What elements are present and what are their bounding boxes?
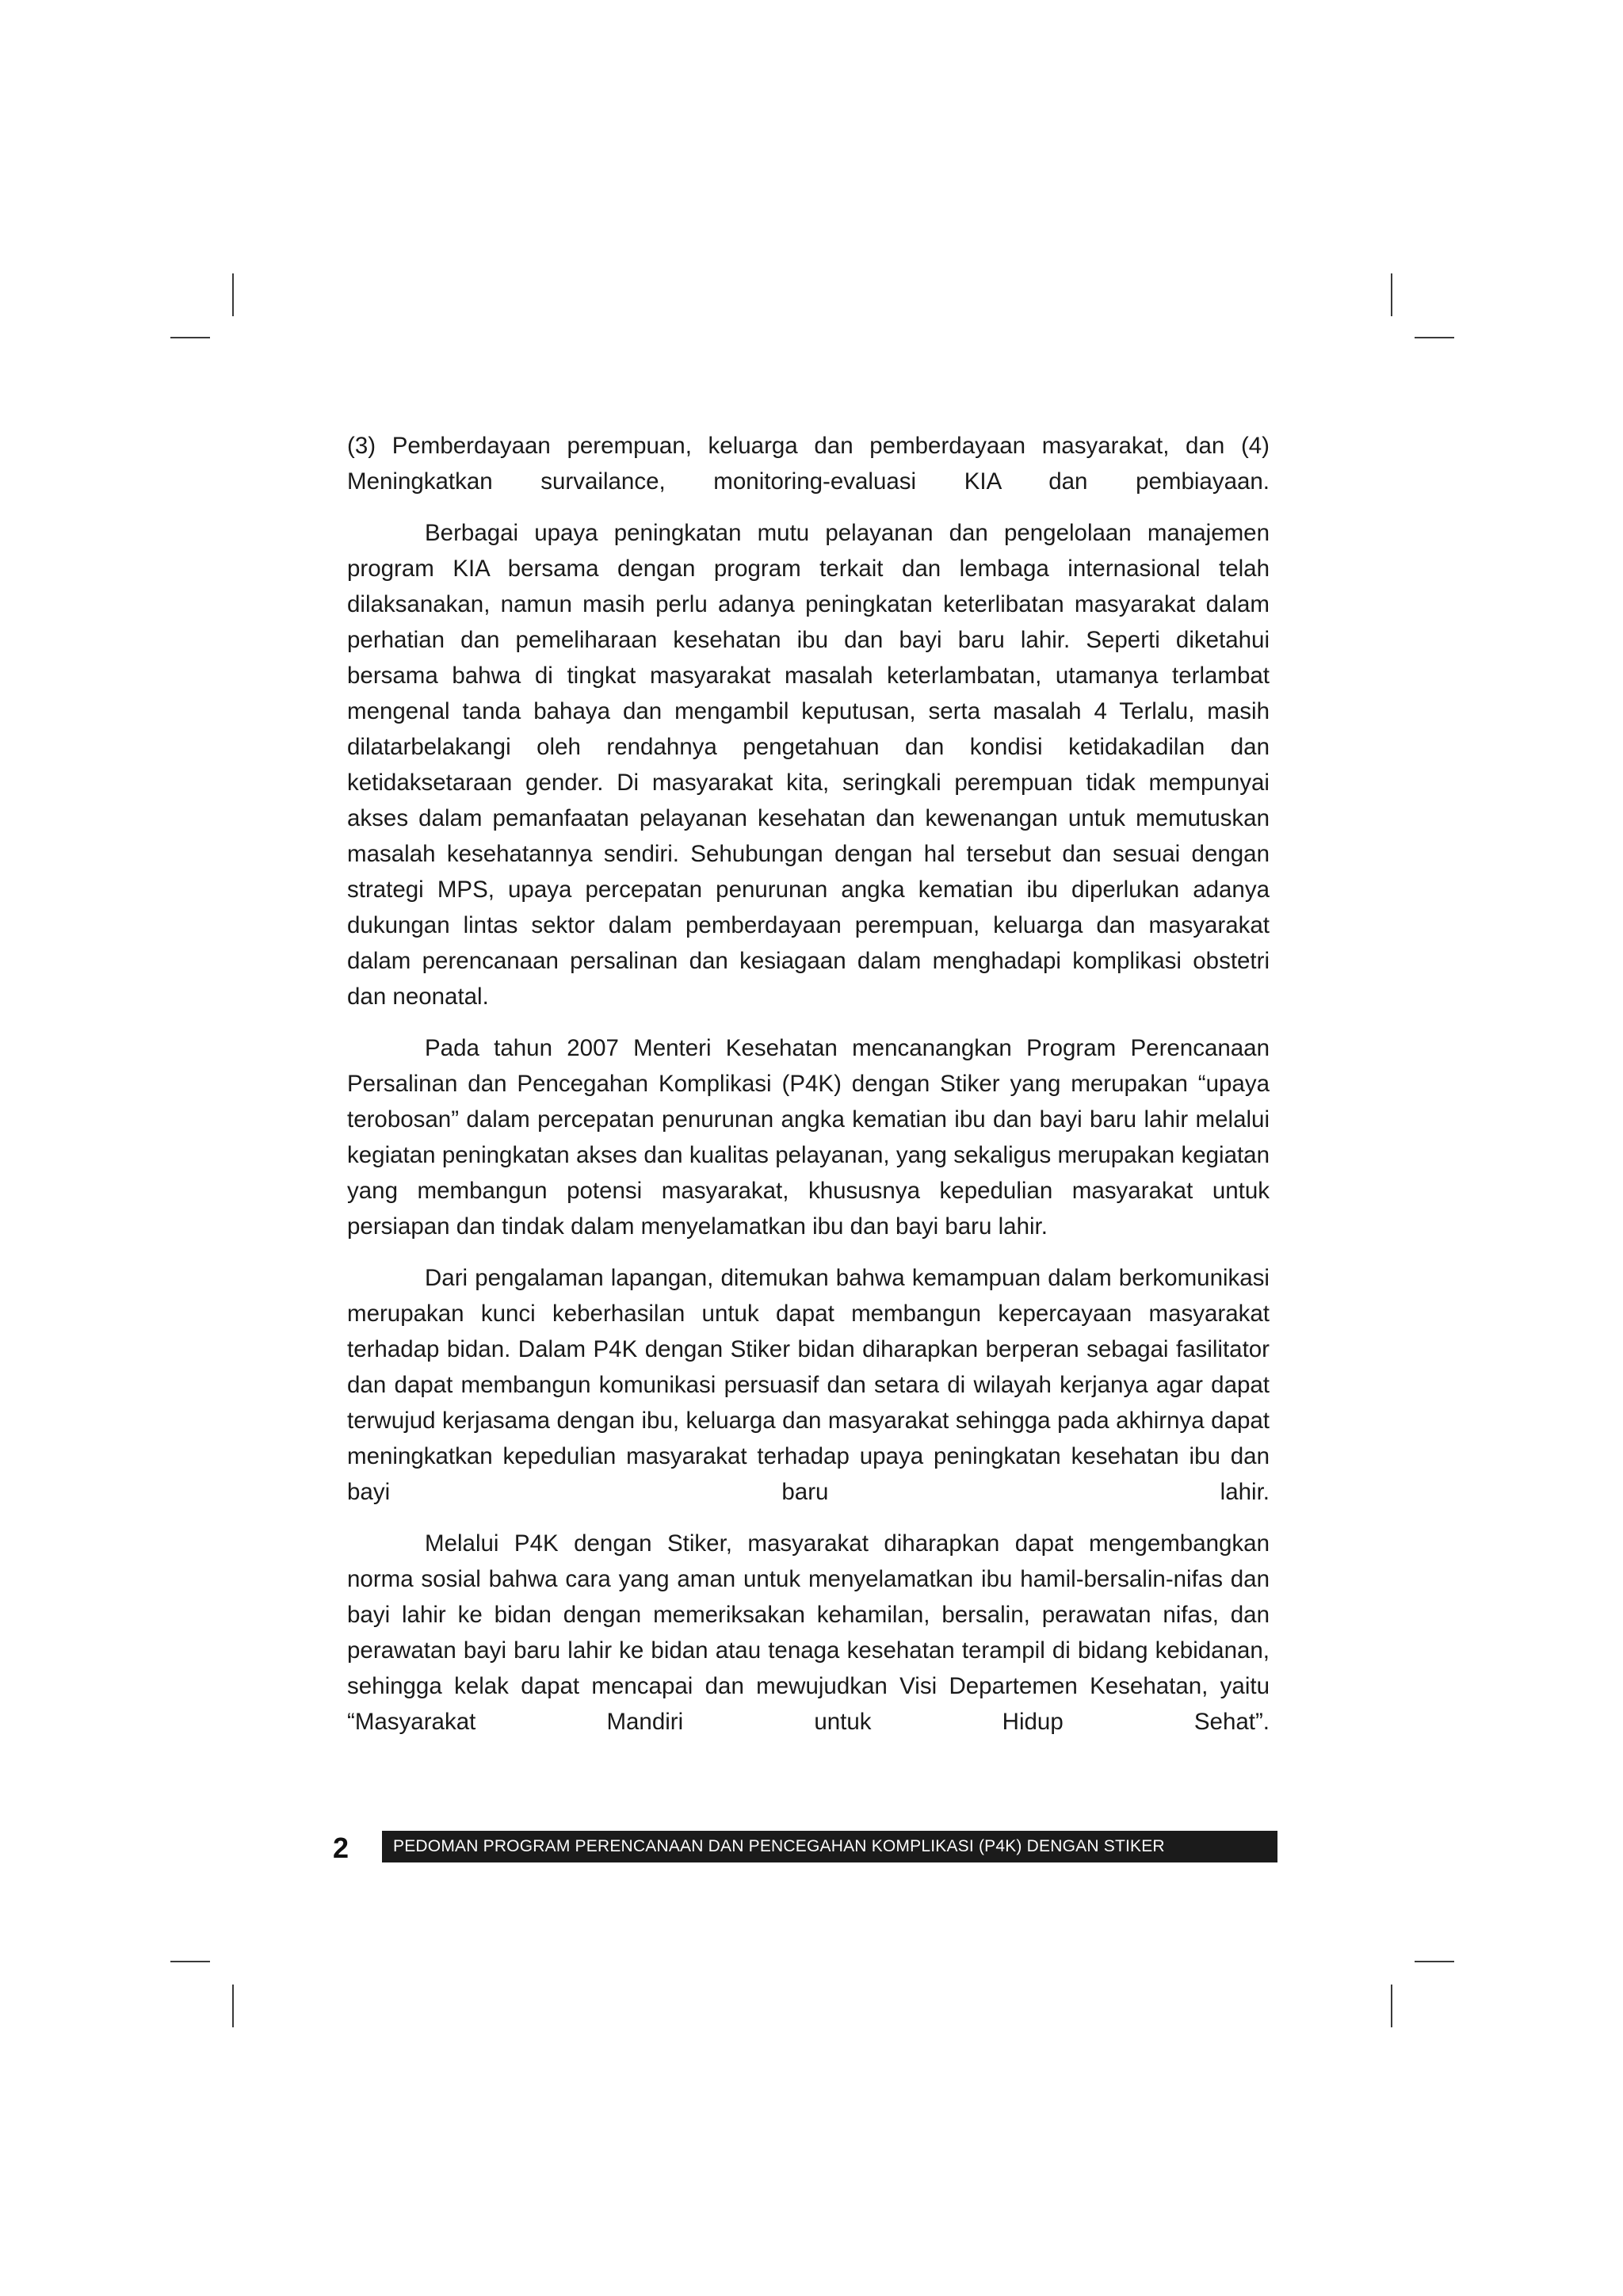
crop-mark-top-right-horizontal bbox=[1415, 337, 1454, 338]
crop-mark-bottom-right-vertical bbox=[1391, 1985, 1392, 2027]
paragraph-upaya-peningkatan: Berbagai upaya peningkatan mutu pelayanan dan pengelolaan manajemen program KIA bersama dengan program terkait dan lembaga internasional telah dilaksanakan, namun masih perlu adanya peningkatan keterlibatan masyarakat dalam perhatian dan pemeliharaan kesehatan ibu dan bayi baru lahir. Seperti diketahui bersama bahwa di tingkat masyarakat masalah keterlambatan, utamanya terlambat mengenal tanda bahaya dan mengambil keputusan, serta masalah 4 Terlalu, masih dilatarbelakangi oleh rendahnya pengetahuan dan kondisi ketidakadilan dan ketidaksetaraan gender. Di masyarakat kita, seringkali perempuan tidak mempunyai akses dalam pemanfaatan pelayanan kesehatan dan kewenangan untuk memutuskan masalah kesehatannya sendiri. Sehubungan dengan hal tersebut dan sesuai dengan strategi MPS, upaya percepatan penurunan angka kematian ibu diperlukan adanya dukungan lintas sektor dalam pemberdayaan perempuan, keluarga dan masyarakat dalam perencanaan persalinan dan kesiagaan dalam menghadapi komplikasi obstetri dan neonatal. bbox=[347, 520, 1270, 1010]
crop-mark-bottom-left-vertical bbox=[232, 1985, 234, 2027]
paragraph-norma-sosial: Melalui P4K dengan Stiker, masyarakat diharapkan dapat mengembangkan norma sosial bahwa cara yang aman untuk menyelamatkan ibu hamil-bersalin-nifas dan bayi lahir ke bidan dengan memeriksakan kehamilan, bersalin, perawatan nifas, dan perawatan bayi baru lahir ke bidan atau tenaga kesehatan terampil di bidang kebidanan, sehingga kelak dapat mencapai dan mewujudkan Visi Departemen Kesehatan, yaitu “Masyarakat Mandiri untuk Hidup Sehat”. bbox=[347, 1530, 1270, 1735]
crop-mark-top-right-vertical bbox=[1391, 273, 1392, 316]
running-title-bar: PEDOMAN PROGRAM PERENCANAAN DAN PENCEGAHAN KOMPLIKASI (P4K) DENGAN STIKER bbox=[382, 1831, 1277, 1862]
crop-mark-top-left-horizontal bbox=[170, 337, 210, 338]
paragraph-pengalaman-lapangan: Dari pengalaman lapangan, ditemukan bahwa kemampuan dalam berkomunikasi merupakan kunci keberhasilan untuk dapat membangun kepercayaan masyarakat terhadap bidan. Dalam P4K dengan Stiker bidan diharapkan berperan sebagai fasilitator dan dapat membangun komunikasi persuasif dan setara di wilayah kerjanya agar dapat terwujud kerjasama dengan ibu, keluarga dan masyarakat sehingga pada akhirnya dapat meningkatkan kepedulian masyarakat terhadap upaya peningkatan kesehatan ibu dan bayi baru lahir. bbox=[347, 1265, 1270, 1505]
crop-mark-bottom-left-horizontal bbox=[170, 1961, 210, 1962]
paragraph-continuation: (3) Pemberdayaan perempuan, keluarga dan pemberdayaan masyarakat, dan (4) Meningkatkan survailance, monitoring-evaluasi KIA dan pembiayaan. bbox=[347, 433, 1270, 495]
page-number: 2 bbox=[333, 1832, 349, 1864]
crop-mark-bottom-right-horizontal bbox=[1415, 1961, 1454, 1962]
body-text bbox=[347, 428, 1270, 1740]
paragraph-p4k-program: Pada tahun 2007 Menteri Kesehatan mencanangkan Program Perencanaan Persalinan dan Pencegahan Komplikasi (P4K) dengan Stiker yang merupakan “upaya terobosan” dalam percepatan penurunan angka kematian ibu dan bayi baru lahir melalui kegiatan peningkatan akses dan kualitas pelayanan, yang sekaligus merupakan kegiatan yang membangun potensi masyarakat, khususnya kepedulian masyarakat untuk persiapan dan tindak dalam menyelamatkan ibu dan bayi baru lahir. bbox=[347, 1035, 1270, 1240]
page-footer bbox=[333, 1831, 1277, 1864]
crop-mark-top-left-vertical bbox=[232, 273, 234, 316]
